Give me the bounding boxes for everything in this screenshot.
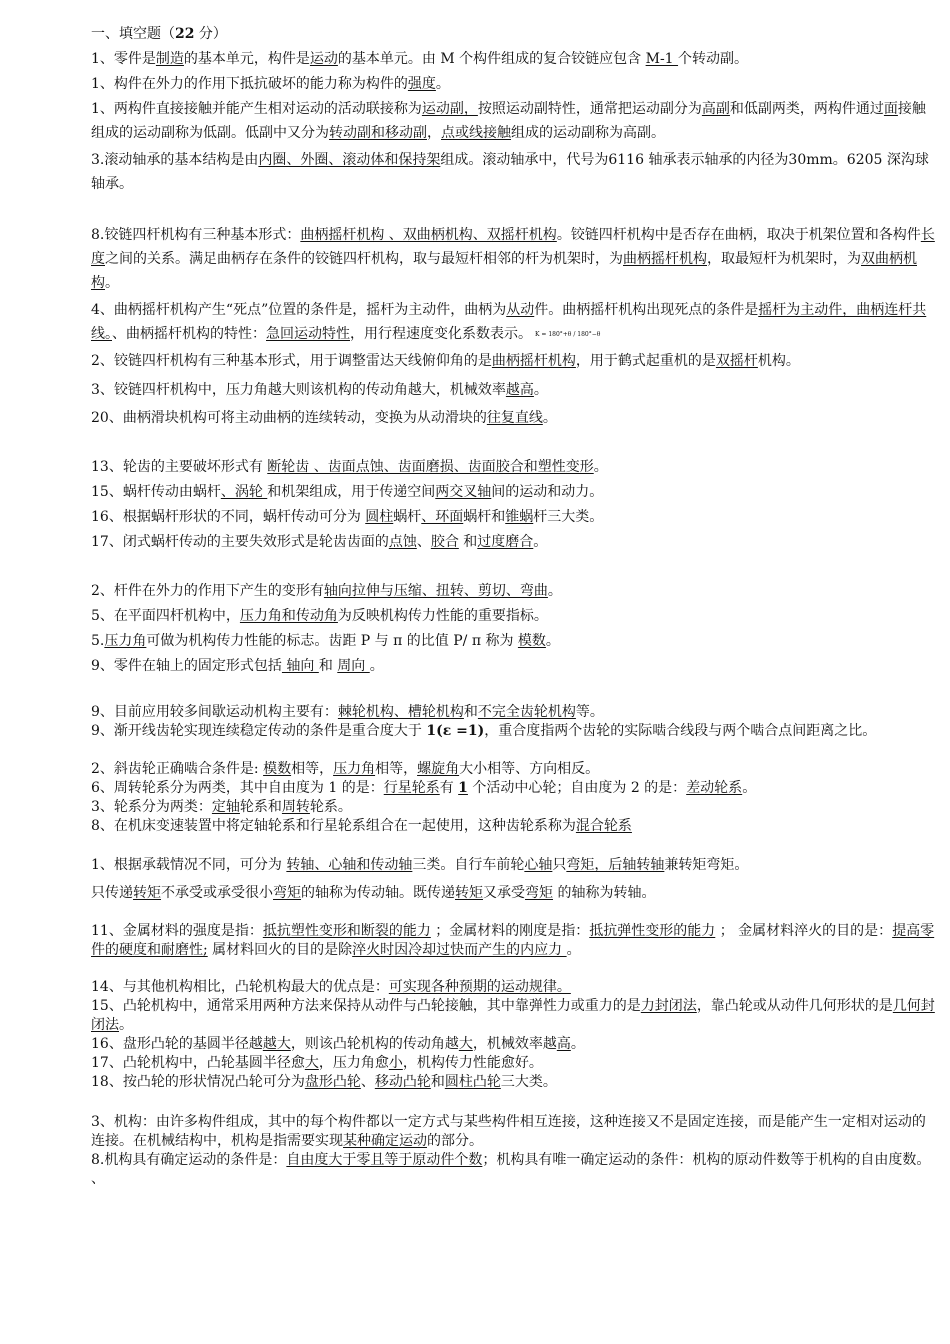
answer-blank: 圆柱 xyxy=(365,509,394,525)
text-run: 和 xyxy=(463,704,478,720)
text-run: 16、根据蜗杆形状的不同，蜗杆传动可分为 xyxy=(91,509,366,525)
text-run: 又承受 xyxy=(483,885,525,901)
answer-blank: 差动轮系 xyxy=(686,780,743,796)
answer-blank: 某种确定运动 xyxy=(343,1133,427,1149)
answer-blank: 胶合 xyxy=(430,534,459,550)
text-run: 。 xyxy=(105,275,119,291)
answer-blank: 盘形凸轮 xyxy=(304,1074,361,1090)
answer-blank: 几何封闭法 xyxy=(91,998,935,1033)
text-run: 5、在平面四杆机构中， xyxy=(91,608,240,624)
text-run: 三大类。 xyxy=(500,1074,557,1090)
text-run: ， xyxy=(427,125,441,141)
text-run: 8.铰链四杆机构有三种基本形式： xyxy=(91,227,301,243)
item-line xyxy=(91,47,939,71)
text-run: 为反映机构传力性能的重要指标。 xyxy=(337,608,548,624)
text-run: 相等， xyxy=(375,761,418,777)
text-run: 等。 xyxy=(575,704,604,720)
text-run: 2、铰链四杆机构有三种基本形式，用于调整雷达天线俯仰角的是 xyxy=(91,353,492,369)
item-line xyxy=(91,406,939,430)
answer-blank: 越高 xyxy=(505,382,534,398)
text-run: 件。曲柄摇杆机构出现死点的条件是 xyxy=(534,302,759,318)
text-run: 兼转矩弯矩。 xyxy=(664,857,749,873)
item-line xyxy=(91,978,939,997)
answer-blank: 定轴 xyxy=(211,799,240,815)
text-run: 的基本单元，构件是 xyxy=(183,51,310,67)
item-line xyxy=(91,579,939,603)
text-run: 17、闭式蜗杆传动的主要失效形式是轮齿齿面的 xyxy=(91,534,389,550)
text-run: 18、按凸轮的形状情况凸轮可分为 xyxy=(91,1074,305,1090)
item-line xyxy=(91,1113,939,1151)
answer-blank: 移动凸轮 xyxy=(374,1074,431,1090)
text-run: ，机构传力性能愈好。 xyxy=(402,1055,543,1071)
text-run: 20、曲柄滑块机构可将主动曲柄的连续转动，变换为从动滑块的 xyxy=(91,410,487,426)
item-line xyxy=(91,779,939,798)
answer-blank: 圆柱凸轮 xyxy=(444,1074,501,1090)
item-line xyxy=(91,480,939,504)
text-run: 个活动中心轮；自由度为 2 的是： xyxy=(467,780,687,796)
text-run: 6、周转轮系分为两类，其中自由度为 1 的是： xyxy=(91,780,384,796)
answer-blank: 从动 xyxy=(506,302,535,318)
text-run: 属材料回火的目的是除 xyxy=(207,942,353,958)
text-run: ，则该凸轮机构的传动角越 xyxy=(290,1036,459,1052)
answer-blank: 周向 xyxy=(337,658,370,674)
text-run: 和低副两类，两构件通过 xyxy=(729,101,884,117)
text-run: ，用于鹤式起重机的是 xyxy=(575,353,716,369)
answer-blank: 模数 xyxy=(517,633,546,649)
item-line xyxy=(91,349,939,373)
text-run: ，用行程速度变化系数表示。 xyxy=(350,326,532,342)
answer-blank: 双曲柄机构 xyxy=(91,251,917,291)
text-run: 蜗杆 xyxy=(393,509,422,525)
answer-blank: 急回运动特性 xyxy=(266,326,350,342)
text-run: 和 xyxy=(318,658,338,674)
text-run: ； 金属材料淬火的目的是： xyxy=(715,923,893,939)
text-run: 蜗杆和 xyxy=(463,509,506,525)
text-run: 接触组成的运动副称为低副。低副中又分为 xyxy=(91,101,926,141)
text-run: 、曲柄摇杆机构的特性： xyxy=(112,326,266,342)
text-run: ；金属材料的刚度是指： xyxy=(430,923,590,939)
text-run: 杆三大类。 xyxy=(533,509,604,525)
text-run: 1、构件在外力的作用下抵抗破坏的能力称为构件的 xyxy=(91,76,408,92)
text-run: 3、轮系分为两类： xyxy=(91,799,212,815)
text-run: 一、填空题（ xyxy=(91,26,175,42)
answer-blank: 轴向 xyxy=(281,658,319,674)
answer-blank: 长度 xyxy=(91,227,935,267)
text-run: 只 xyxy=(552,857,567,873)
item-line xyxy=(91,505,939,529)
text-run: 轮系和 xyxy=(239,799,282,815)
text-run: 3、机构：由许多构件组成，其中的每个构件都以一定方式与某些构件相互连接，这种连接又不是固定连接，而是能产生一定相对运动的连接。在机械结构中，机构是指需要实现 xyxy=(91,1114,926,1149)
item-line xyxy=(91,97,939,145)
text-run: 4、曲柄摇杆机构产生“死点”位置的条件是，摇杆为主动件，曲柄为 xyxy=(91,302,507,318)
item-line xyxy=(91,798,939,817)
text-run: 组成。滚动轴承中，代号为6116 轴承表示轴承的内径为30mm。6205 深沟球轴承。 xyxy=(91,152,929,192)
answer-blank: 、环面 xyxy=(421,509,464,525)
text-run: 13、轮齿的主要破坏形式有 xyxy=(91,459,268,475)
text-run: 1、根据承载情况不同，可分为 xyxy=(91,857,287,873)
item-line xyxy=(91,72,939,96)
answer-blank: 棘轮机构、槽轮机构 xyxy=(337,704,464,720)
answer-blank: 弯矩 xyxy=(525,885,553,901)
answer-blank: 压力角 xyxy=(333,761,376,777)
text-run: 间的运动和动力。 xyxy=(491,484,604,500)
formula: K = 180°+θ / 180°−θ xyxy=(535,330,601,338)
text-run: 有 xyxy=(439,780,459,796)
text-run: ，重合度指两个齿轮的实际啮合线段与两个啮合点间距离之比。 xyxy=(484,723,877,739)
text-run: 。 xyxy=(566,942,581,958)
text-run: 。 xyxy=(742,780,757,796)
answer-blank: 越大 xyxy=(262,1036,291,1052)
answer-blank: 弯矩 xyxy=(273,885,301,901)
text-run: 相等， xyxy=(291,761,334,777)
answer-blank: 心轴 xyxy=(524,857,553,873)
text-run: 组成的运动副称为高副。 xyxy=(511,125,665,141)
item-line xyxy=(91,997,939,1035)
text-run: ，机械效率越 xyxy=(472,1036,557,1052)
answer-blank: 提高零件的硬度和耐磨性; xyxy=(91,923,935,958)
text-run: 的部分。 xyxy=(427,1133,483,1149)
item-line xyxy=(91,378,939,402)
answer-blank: 小 xyxy=(388,1055,403,1071)
answer-blank: 强度 xyxy=(407,76,436,92)
item-line xyxy=(91,760,939,779)
answer-blank: 、涡轮 xyxy=(220,484,268,500)
answer-blank: 力封闭法 xyxy=(640,998,697,1014)
item-line xyxy=(91,817,939,836)
item-line xyxy=(91,1035,939,1054)
text-run: 的轴称为转轴。 xyxy=(553,885,656,901)
text-run: 。 xyxy=(369,658,384,674)
text-run: 2、杆件在外力的作用下产生的变形有 xyxy=(91,583,324,599)
item-line xyxy=(91,1151,939,1189)
text-run: 。 xyxy=(545,633,560,649)
text-run: 不承受或承受很小 xyxy=(161,885,273,901)
item-line xyxy=(91,722,939,741)
answer-blank: 内圈、外圈、滚动体和保持架 xyxy=(258,152,441,168)
text-run: 。 xyxy=(542,410,557,426)
answer-blank: 大 xyxy=(458,1036,473,1052)
text-run: 机构。 xyxy=(757,353,800,369)
text-run: 轮系。 xyxy=(309,799,352,815)
item-line xyxy=(91,853,939,877)
text-run: 和 xyxy=(458,534,478,550)
item-line xyxy=(91,1054,939,1073)
item-line xyxy=(91,223,939,295)
text-run: 11、金属材料的强度是指： xyxy=(91,923,263,939)
answer-blank: 转矩 xyxy=(455,885,483,901)
item-line xyxy=(91,1073,939,1092)
text-run: 。 xyxy=(119,1017,133,1033)
text-run: 9、零件在轴上的固定形式包括 xyxy=(91,658,282,674)
item-line xyxy=(91,881,939,905)
text-run: 的基本单元。由 M 个构件组成的复合铰链应包含 xyxy=(337,51,646,67)
section-heading xyxy=(91,22,939,46)
text-run: 9、渐开线齿轮实现连续稳定传动的条件是重合度大于 xyxy=(91,723,427,739)
text-run: 5. xyxy=(91,633,105,649)
answer-blank: 抵抗塑性变形和断裂的能力 xyxy=(262,923,431,939)
answer-blank: 摇杆为主动件，曲柄连杆共线。 xyxy=(91,302,927,342)
answer-blank: 点或线接触 xyxy=(441,125,511,141)
text-run: 2、斜齿轮正确啮合条件是: xyxy=(91,761,264,777)
item-line xyxy=(91,629,939,653)
text-run: 17、凸轮机构中，凸轮基圆半径愈 xyxy=(91,1055,305,1071)
answer-blank: 转轴、心轴和传动轴 xyxy=(286,857,413,873)
answer-blank: 往复直线 xyxy=(486,410,543,426)
text-run: 。 xyxy=(570,1036,585,1052)
text-run: 9、目前应用较多间歇运动机构主要有： xyxy=(91,704,338,720)
text-run: ；机构具有唯一确定运动的条件：机构的原动件数等于机构的自由度数。 、 xyxy=(91,1152,931,1187)
text-run: 3、铰链四杆机构中，压力角越大则该机构的传动角越大，机械效率 xyxy=(91,382,506,398)
answer-blank: 抵抗弹性变形的能力 xyxy=(589,923,716,939)
text-run: 只传递 xyxy=(91,885,133,901)
answer-blank: 大 xyxy=(304,1055,319,1071)
text-run: 。 xyxy=(435,76,450,92)
text-run: 14、与其他机构相比，凸轮机构最大的优点是： xyxy=(91,979,389,995)
text-run: 。铰链四杆机构中是否存在曲柄，取决于机架位置和各构件 xyxy=(556,227,921,243)
answer-blank: 转矩 xyxy=(133,885,161,901)
item-line xyxy=(91,148,939,196)
answer-blank: 转动副和移动副 xyxy=(329,125,427,141)
text-run: 1、零件是 xyxy=(91,51,156,67)
text-run: 、 xyxy=(360,1074,375,1090)
answer-blank: 断轮齿 、齿面点蚀、齿面磨损、齿面胶合和塑性变形 xyxy=(267,459,594,475)
text-run: 可做为机构传力性能的标志。齿距 P 与 π 的比值 P/ π 称为 xyxy=(146,633,518,649)
text-run: 。 xyxy=(533,382,548,398)
text-run: 8.机构具有确定运动的条件是： xyxy=(91,1152,287,1168)
item-line xyxy=(91,455,939,479)
answer-blank: 模数 xyxy=(263,761,292,777)
text-run: 和机架组成，用于传递空间 xyxy=(267,484,436,500)
text-run: 三类。自行车前轮 xyxy=(412,857,525,873)
text-run: 的轴称为传动轴。既传递 xyxy=(301,885,455,901)
text-run: 和 xyxy=(430,1074,445,1090)
text-run: 。 xyxy=(593,459,608,475)
text-run: 3.滚动轴承的基本结构是由 xyxy=(91,152,259,168)
answer-blank: 周转 xyxy=(281,799,310,815)
answer-blank: 面 xyxy=(883,101,898,117)
answer-blank: 螺旋角 xyxy=(417,761,460,777)
answer-blank: 1 xyxy=(458,780,468,796)
answer-blank: 高 xyxy=(556,1036,571,1052)
answer-blank: 点蚀 xyxy=(388,534,417,550)
text-run: 分） xyxy=(194,26,227,42)
text-run: 按照运动副特性，通常把运动副分为 xyxy=(477,101,702,117)
answer-blank: 不完全齿轮机构 xyxy=(477,704,576,720)
text-run: 15、凸轮机构中，通常采用两种方法来保持从动件与凸轮接触，其中靠弹性力或重力的是 xyxy=(91,998,641,1014)
answer-blank: 两交叉轴 xyxy=(435,484,492,500)
answer-blank: 过度磨合 xyxy=(477,534,534,550)
answer-blank: 压力角 xyxy=(104,633,147,649)
text-run: 。 xyxy=(533,534,548,550)
text-run: 1、两构件直接接触并能产生相对运动的活动联接称为 xyxy=(91,101,422,117)
text-run: ，压力角愈 xyxy=(318,1055,389,1071)
answer-blank: 混合轮系 xyxy=(575,818,632,834)
text-run: ，靠凸轮或从动件几何形状的是 xyxy=(696,998,893,1014)
text-run: 个转动副。 xyxy=(678,51,749,67)
answer-blank: 淬火时因冷却过快而产生的内应力 xyxy=(352,942,567,958)
text-run: 1(ε =1) xyxy=(426,723,485,739)
answer-blank: 运动 xyxy=(309,51,338,67)
answer-blank: 压力角和传动角 xyxy=(239,608,338,624)
answer-blank: 可实现各种预期的运动规律。 xyxy=(388,979,571,995)
answer-blank: 曲柄摇杆机构 、双曲柄机构、双摇杆机构 xyxy=(300,227,557,243)
answer-blank: 制造 xyxy=(155,51,184,67)
answer-blank: 自由度大于零且等于原动件个数 xyxy=(286,1152,483,1168)
text-run: 大小相等、方向相反。 xyxy=(459,761,600,777)
item-line xyxy=(91,654,939,678)
text-run: 、 xyxy=(416,534,431,550)
answer-blank: 运动副， xyxy=(421,101,478,117)
answer-blank: 锥蜗 xyxy=(505,509,534,525)
text-run: ，取最短杆为机架时，为 xyxy=(707,251,861,267)
text-run: 。 xyxy=(547,583,562,599)
answer-blank: 双摇杆 xyxy=(715,353,758,369)
answer-blank: 轴向拉伸与压缩、扭转、剪切、弯曲 xyxy=(323,583,548,599)
text-run: 8、在机床变速装置中将定轴轮系和行星轮系组合在一起使用，这种齿轮系称为 xyxy=(91,818,576,834)
answer-blank: 弯矩，后轴转轴 xyxy=(566,857,665,873)
answer-blank: 高副 xyxy=(701,101,730,117)
answer-blank: 曲柄摇杆机构 xyxy=(491,353,576,369)
answer-blank: M-1 xyxy=(645,51,679,67)
answer-blank: 曲柄摇杆机构 xyxy=(623,251,707,267)
answer-blank: 行星轮系 xyxy=(383,780,440,796)
item-line xyxy=(91,604,939,628)
text-run: 16、盘形凸轮的基圆半径越 xyxy=(91,1036,263,1052)
text-run: 22 xyxy=(175,26,195,42)
item-line xyxy=(91,703,939,722)
text-run: 15、蜗杆传动由蜗杆 xyxy=(91,484,221,500)
text-run: 之间的关系。满足曲柄存在条件的铰链四杆机构，取与最短杆相邻的杆为机架时，为 xyxy=(105,251,623,267)
item-line xyxy=(91,298,939,346)
item-line xyxy=(91,530,939,554)
item-line xyxy=(91,922,939,960)
